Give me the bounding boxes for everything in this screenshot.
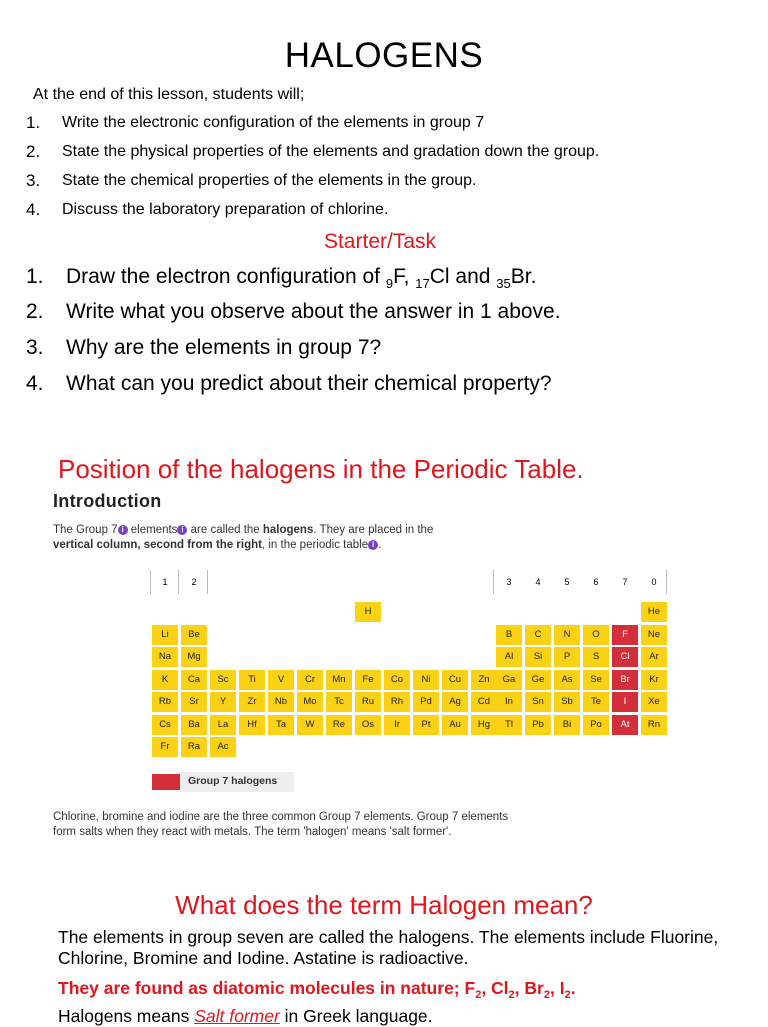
intro-text: At the end of this lesson, students will; [33, 86, 305, 103]
element-ir: Ir [384, 715, 410, 735]
element-ba: Ba [181, 715, 207, 735]
element-as: As [554, 670, 580, 690]
task-text: Write what you observe about the answer in 1 above. [66, 300, 561, 323]
task-text: Draw the electron configuration of $_9$F, $_{17}$Cl and $_{35}$Br. [66, 265, 537, 291]
objective-text: Discuss the laboratory preparation of chlorine. [62, 201, 389, 218]
element-pd: Pd [413, 692, 439, 712]
element-xe: Xe [641, 692, 667, 712]
group-label: 4 [535, 577, 541, 587]
info-icon[interactable]: i [177, 525, 187, 535]
element-kr: Kr [641, 670, 667, 690]
element-se: Se [583, 670, 609, 690]
group-label: 5 [564, 577, 570, 587]
element-o: O [583, 625, 609, 645]
group-divider [666, 570, 667, 594]
element-ge: Ge [525, 670, 551, 690]
task-number: 2. [26, 300, 44, 323]
element-tc: Tc [326, 692, 352, 712]
objective-number: 3. [26, 171, 41, 190]
element-rn: Rn [641, 715, 667, 735]
element-i: I [612, 692, 638, 712]
info-icon[interactable]: i [118, 525, 128, 535]
element-sc: Sc [210, 670, 236, 690]
info-icon[interactable]: i [368, 540, 378, 550]
element-rh: Rh [384, 692, 410, 712]
element-ru: Ru [355, 692, 381, 712]
group-label: 2 [191, 577, 197, 587]
element-fr: Fr [152, 737, 178, 757]
element-na: Na [152, 647, 178, 667]
legend-label: Group 7 halogens [188, 775, 278, 787]
objective-number: 2. [26, 142, 41, 161]
greek-meaning: Halogens means Salt former in Greek language. [58, 1006, 433, 1026]
element-ra: Ra [181, 737, 207, 757]
element-zr: Zr [239, 692, 265, 712]
element-bi: Bi [554, 715, 580, 735]
element-w: W [297, 715, 323, 735]
element-hg: Hg [471, 715, 497, 735]
element-cd: Cd [471, 692, 497, 712]
element-y: Y [210, 692, 236, 712]
group-label: 6 [593, 577, 599, 587]
task-text: Why are the elements in group 7? [66, 336, 382, 359]
group-label: 3 [506, 577, 512, 587]
element-pt: Pt [413, 715, 439, 735]
starter-heading: Starter/Task [323, 230, 437, 253]
element-at: At [612, 715, 638, 735]
element-sn: Sn [525, 692, 551, 712]
element-in: In [496, 692, 522, 712]
objective-number: 1. [26, 113, 41, 132]
element-ti: Ti [239, 670, 265, 690]
group-divider [178, 570, 179, 594]
element-c: C [525, 625, 551, 645]
objective-text: Write the electronic configuration of the elements in group 7 [62, 114, 485, 131]
element-ga: Ga [496, 670, 522, 690]
diatomic-statement: They are found as diatomic molecules in nature; $F_2$, $Cl_2$, $Br_2$, $I_2$. [58, 978, 576, 1001]
group-label: 1 [162, 577, 168, 587]
element-si: Si [525, 647, 551, 667]
element-cr: Cr [297, 670, 323, 690]
element-zn: Zn [471, 670, 497, 690]
objective-text: State the chemical properties of the elements in the group. [62, 172, 477, 189]
element-h: H [355, 602, 381, 622]
element-sb: Sb [554, 692, 580, 712]
element-tl: Tl [496, 715, 522, 735]
element-ca: Ca [181, 670, 207, 690]
caption-text: Chlorine, bromine and iodine are the three common Group 7 elements. Group 7 elements form salts when they react with metals. The term 'halogen' means 'salt former'. [53, 811, 509, 838]
group-divider [493, 570, 494, 594]
objective-text: State the physical properties of the elements and gradation down the group. [62, 143, 600, 160]
group-divider [207, 570, 208, 594]
element-sr: Sr [181, 692, 207, 712]
page-title: HALOGENS [284, 36, 484, 75]
element-mo: Mo [297, 692, 323, 712]
element-ta: Ta [268, 715, 294, 735]
element-ag: Ag [442, 692, 468, 712]
element-ne: Ne [641, 625, 667, 645]
element-s: S [583, 647, 609, 667]
element-hf: Hf [239, 715, 265, 735]
group-label: 0 [651, 577, 657, 587]
element-ac: Ac [210, 737, 236, 757]
element-nb: Nb [268, 692, 294, 712]
objective-number: 4. [26, 200, 41, 219]
introduction-subheading: Introduction [53, 491, 162, 511]
element-br: Br [612, 670, 638, 690]
periodic-table [150, 570, 670, 760]
task-number: 3. [26, 336, 44, 359]
legend-swatch [152, 774, 180, 790]
element-po: Po [583, 715, 609, 735]
element-ar: Ar [641, 647, 667, 667]
introduction-paragraph: The Group 7 i elements i are called the halogens. They are placed in the vertical column, second from the right, in the periodic table i . [53, 524, 434, 551]
element-cu: Cu [442, 670, 468, 690]
element-b: B [496, 625, 522, 645]
task-text: What can you predict about their chemical property? [66, 372, 552, 395]
element-rb: Rb [152, 692, 178, 712]
element-be: Be [181, 625, 207, 645]
task-number: 4. [26, 372, 44, 395]
element-cl: Cl [612, 647, 638, 667]
element-fe: Fe [355, 670, 381, 690]
element-li: Li [152, 625, 178, 645]
element-cs: Cs [152, 715, 178, 735]
element-mg: Mg [181, 647, 207, 667]
element-v: V [268, 670, 294, 690]
element-p: P [554, 647, 580, 667]
meaning-paragraph: The elements in group seven are called the halogens. The elements include Fluorine, Chlorine, Bromine and Iodine. Astatine is radioactive. [58, 927, 719, 968]
element-al: Al [496, 647, 522, 667]
element-os: Os [355, 715, 381, 735]
element-co: Co [384, 670, 410, 690]
element-ni: Ni [413, 670, 439, 690]
task-number: 1. [26, 265, 44, 288]
element-te: Te [583, 692, 609, 712]
element-re: Re [326, 715, 352, 735]
group-divider [150, 570, 151, 594]
element-k: K [152, 670, 178, 690]
element-mn: Mn [326, 670, 352, 690]
element-la: La [210, 715, 236, 735]
element-n: N [554, 625, 580, 645]
meaning-heading: What does the term Halogen mean? [175, 890, 593, 920]
element-f: F [612, 625, 638, 645]
element-he: He [641, 602, 667, 622]
salt-former-highlight: Salt former [194, 1006, 280, 1026]
element-pb: Pb [525, 715, 551, 735]
position-heading: Position of the halogens in the Periodic Table. [58, 454, 584, 484]
group-label: 7 [622, 577, 628, 587]
element-au: Au [442, 715, 468, 735]
